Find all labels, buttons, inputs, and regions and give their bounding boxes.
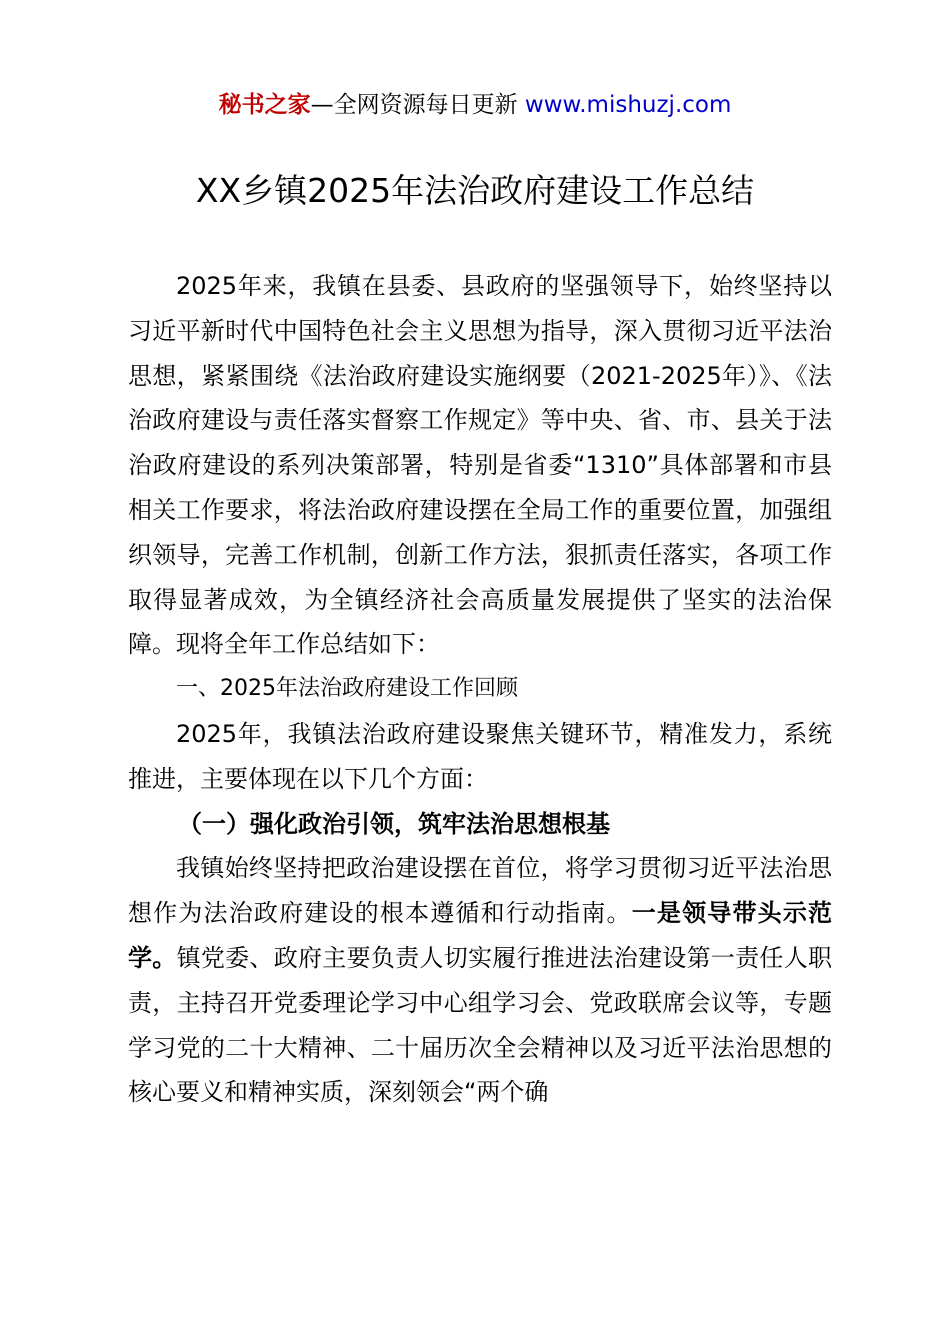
intro-paragraph: 2025年来，我镇在县委、县政府的坚强领导下，始终坚持以习近平新时代中国特色社会主义思想为指导，深入贯彻习近平法治思想，紧紧围绕《法治政府建设实施纲要（2021-2025年）》、《法治政府建设与责任落实督察工作规定》等中央、省、市、县关于法治政府建设的系列决策部署，特别是省委“1310”具体部署和市县相关工作要求，将法治政府建设摆在全局工作的重要位置，加强组织领导，完善工作机制，创新工作方法，狠抓责任落实，各项工作取得显著成效，为全镇经济社会高质量发展提供了坚实的法治保障。现将全年工作总结如下： — [128, 272, 832, 659]
subsection-emphasis: 一是领导带头示范学。 — [128, 899, 832, 972]
site-url[interactable]: www.mishuzj.com — [524, 92, 732, 118]
site-brand: 秘书之家 — [218, 92, 311, 118]
section-heading: 一、2025年法治政府建设工作回顾 — [176, 676, 518, 702]
section-intro-paragraph: 2025年，我镇法治政府建设聚焦关键环节，精准发力，系统推进，主要体现在以下几个方面： — [128, 719, 832, 793]
subsection-paragraph-text: 我镇始终坚持把政治建设摆在首位，将学习贯彻习近平法治思想作为法治政府建设的根本遵循和行动指南。 — [128, 854, 832, 928]
document-title: XX乡镇2025年法治政府建设工作总结 — [195, 171, 755, 210]
document-body — [128, 264, 832, 1115]
subsection-paragraph — [128, 846, 832, 1115]
site-header — [0, 88, 950, 122]
site-tagline: —全网资源每日更新 — [310, 92, 518, 118]
subsection-paragraph-text-continued: 镇党委、政府主要负责人切实履行推进法治建设第一责任人职责，主持召开党委理论学习中心组学习会、党政联席会议等，专题学习党的二十大精神、二十届历次全会精神以及习近平法治思想的核心要义和精神实质，深刻领会“两个确 — [128, 943, 833, 1107]
subsection-heading: （一）强化政治引领，筑牢法治思想根基 — [178, 809, 610, 838]
